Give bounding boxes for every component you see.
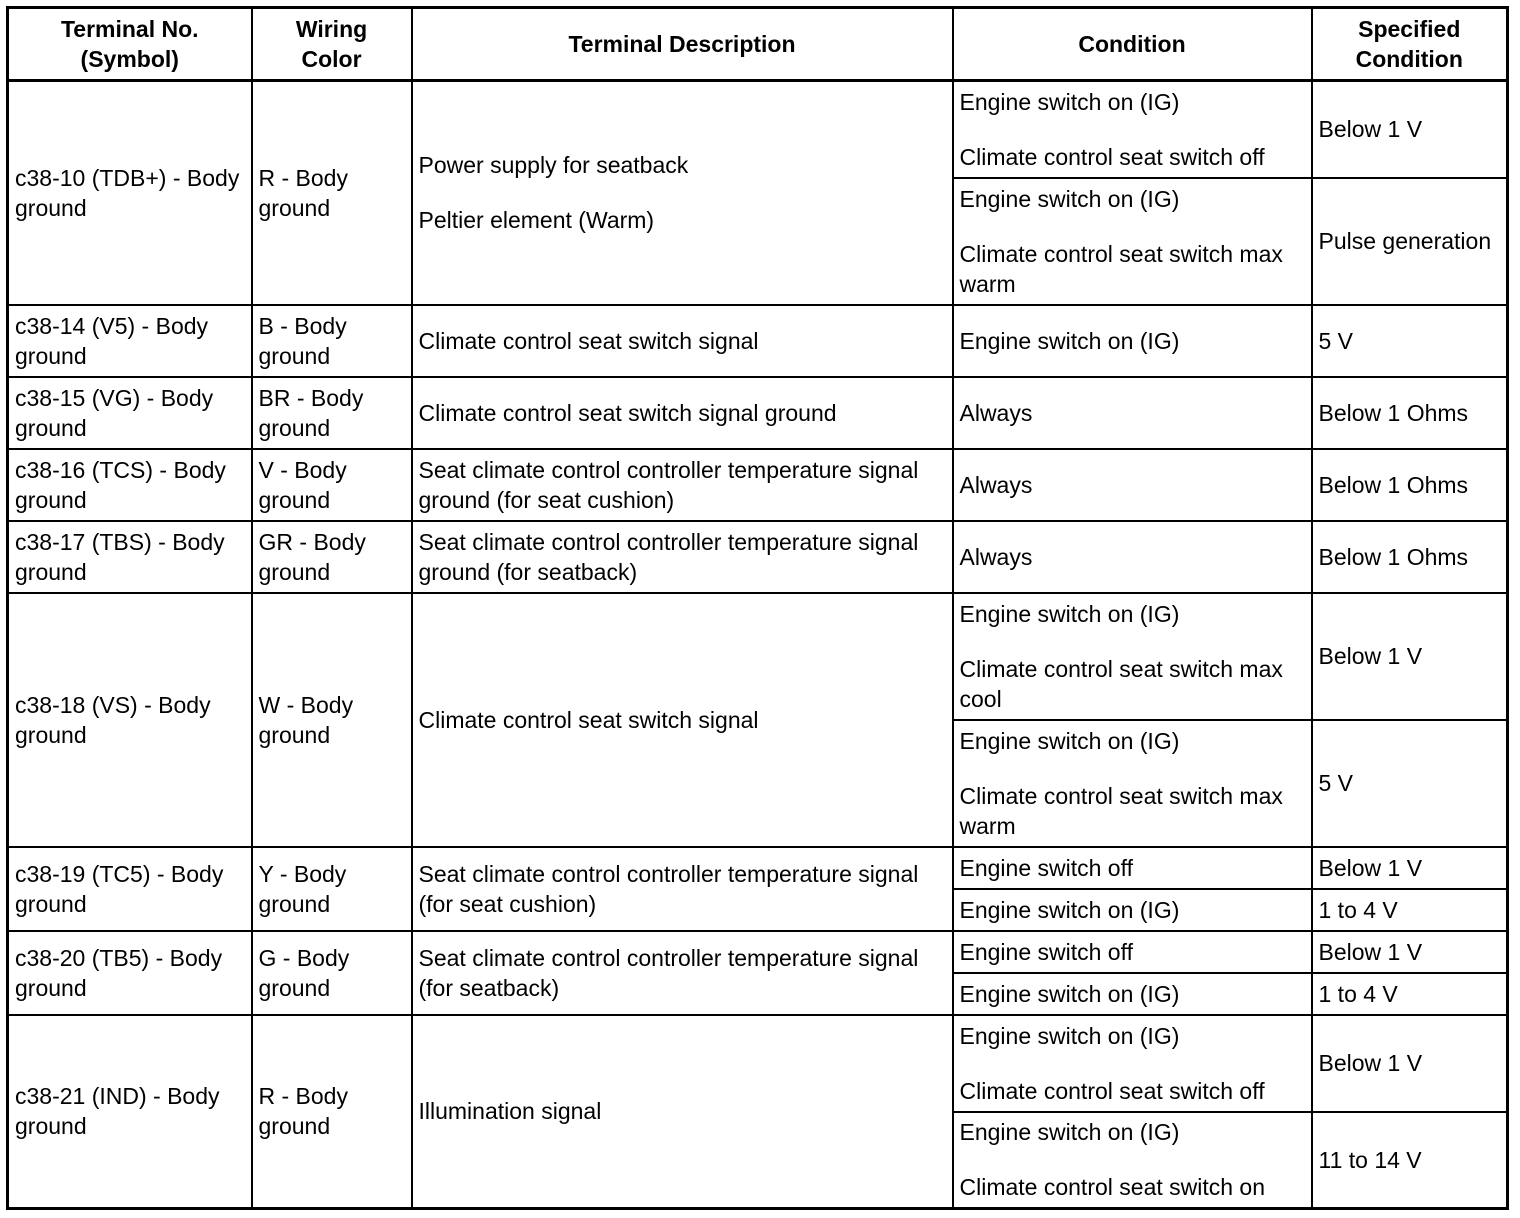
- wiring-cell: G - Body ground: [252, 931, 412, 1015]
- description-cell: [412, 593, 953, 847]
- wiring-cell: GR - Body ground: [252, 521, 412, 593]
- header-terminal: [8, 8, 252, 81]
- description-line: Peltier element (Warm): [418, 207, 655, 234]
- description-cell: [412, 1015, 953, 1209]
- header-condition: Condition: [953, 8, 1312, 81]
- description-line: Seat climate control controller temperature signal ground (for seat cushion): [418, 456, 919, 513]
- header-specified: [1312, 8, 1508, 81]
- header-row: [8, 8, 1508, 81]
- table-row: [8, 847, 1508, 889]
- header-description: Terminal Description: [412, 8, 953, 81]
- condition-cell: [953, 521, 1312, 593]
- header-specified-line: Specified: [1358, 16, 1461, 42]
- header-wiring: [252, 8, 412, 81]
- description-line: Climate control seat switch signal: [418, 327, 759, 354]
- condition-line: Always: [959, 399, 1033, 426]
- description-line: Power supply for seatback: [418, 152, 689, 179]
- condition-cell: [953, 931, 1312, 973]
- condition-line: Engine switch on (IG): [959, 88, 1180, 115]
- terminal-cell: c38-17 (TBS) - Body ground: [8, 521, 252, 593]
- condition-line: Engine switch on (IG): [959, 1119, 1180, 1146]
- specified-cell: Pulse generation: [1312, 178, 1508, 305]
- condition-line: Engine switch on (IG): [959, 600, 1180, 627]
- description-cell: [412, 449, 953, 521]
- wiring-cell: BR - Body ground: [252, 377, 412, 449]
- condition-cell: [953, 847, 1312, 889]
- condition-cell: [953, 1015, 1312, 1112]
- table-body: [8, 81, 1508, 1209]
- specified-cell: Below 1 V: [1312, 1015, 1508, 1112]
- condition-line: Engine switch on (IG): [959, 896, 1180, 923]
- specified-cell: Below 1 V: [1312, 593, 1508, 720]
- description-line: Climate control seat switch signal: [418, 706, 759, 733]
- condition-cell: [953, 377, 1312, 449]
- specified-cell: 5 V: [1312, 305, 1508, 377]
- terminal-cell: c38-19 (TC5) - Body ground: [8, 847, 252, 931]
- condition-line: Engine switch off: [959, 854, 1133, 881]
- table-row: [8, 931, 1508, 973]
- terminal-cell: c38-21 (IND) - Body ground: [8, 1015, 252, 1209]
- description-cell: [412, 521, 953, 593]
- table-row: [8, 593, 1508, 720]
- specified-cell: Below 1 Ohms: [1312, 449, 1508, 521]
- condition-line: Engine switch on (IG): [959, 727, 1180, 754]
- terminal-cell: c38-18 (VS) - Body ground: [8, 593, 252, 847]
- table-row: [8, 521, 1508, 593]
- terminal-cell: c38-10 (TDB+) - Body ground: [8, 81, 252, 305]
- table-row: [8, 1015, 1508, 1112]
- header-specified-line: Condition: [1355, 46, 1463, 72]
- description-line: Climate control seat switch signal ground: [418, 399, 837, 426]
- table-row: [8, 81, 1508, 178]
- condition-cell: [953, 449, 1312, 521]
- terminal-cell: c38-16 (TCS) - Body ground: [8, 449, 252, 521]
- condition-line: Engine switch on (IG): [959, 1022, 1180, 1049]
- wiring-cell: Y - Body ground: [252, 847, 412, 931]
- description-line: Seat climate control controller temperature signal (for seatback): [418, 944, 919, 1001]
- condition-line: Climate control seat switch max warm: [959, 782, 1283, 839]
- header-wiring-line: Color: [301, 46, 362, 72]
- table-row: [8, 377, 1508, 449]
- condition-line: Engine switch on (IG): [959, 980, 1180, 1007]
- condition-cell: [953, 178, 1312, 305]
- condition-line: Engine switch on (IG): [959, 185, 1180, 212]
- table-row: [8, 449, 1508, 521]
- header-wiring-line: Wiring: [295, 16, 368, 42]
- description-cell: [412, 847, 953, 931]
- specified-cell: Below 1 V: [1312, 847, 1508, 889]
- condition-line: Climate control seat switch off: [959, 1077, 1265, 1104]
- specified-cell: Below 1 Ohms: [1312, 377, 1508, 449]
- description-cell: [412, 931, 953, 1015]
- wiring-cell: R - Body ground: [252, 81, 412, 305]
- terminal-table: [6, 6, 1509, 1210]
- condition-cell: [953, 973, 1312, 1015]
- specified-cell: Below 1 Ohms: [1312, 521, 1508, 593]
- terminal-cell: c38-14 (V5) - Body ground: [8, 305, 252, 377]
- description-cell: [412, 81, 953, 305]
- description-line: Illumination signal: [418, 1098, 602, 1125]
- description-cell: [412, 377, 953, 449]
- condition-line: Climate control seat switch max warm: [959, 240, 1283, 297]
- table-row: [8, 305, 1508, 377]
- wiring-cell: W - Body ground: [252, 593, 412, 847]
- condition-line: Engine switch on (IG): [959, 327, 1180, 354]
- condition-cell: [953, 81, 1312, 178]
- wiring-cell: B - Body ground: [252, 305, 412, 377]
- specified-cell: 11 to 14 V: [1312, 1112, 1508, 1209]
- condition-cell: [953, 305, 1312, 377]
- condition-cell: [953, 1112, 1312, 1209]
- condition-cell: [953, 593, 1312, 720]
- condition-cell: [953, 889, 1312, 931]
- wiring-cell: V - Body ground: [252, 449, 412, 521]
- description-line: Seat climate control controller temperature signal (for seat cushion): [418, 860, 919, 917]
- specified-cell: 5 V: [1312, 720, 1508, 847]
- condition-line: Climate control seat switch on: [959, 1174, 1266, 1201]
- condition-cell: [953, 720, 1312, 847]
- terminal-cell: c38-20 (TB5) - Body ground: [8, 931, 252, 1015]
- specified-cell: 1 to 4 V: [1312, 973, 1508, 1015]
- header-terminal-line: (Symbol): [80, 46, 179, 72]
- condition-line: Engine switch off: [959, 938, 1133, 965]
- condition-line: Always: [959, 471, 1033, 498]
- header-terminal-line: Terminal No.: [60, 16, 199, 42]
- specified-cell: Below 1 V: [1312, 81, 1508, 178]
- specified-cell: Below 1 V: [1312, 931, 1508, 973]
- condition-line: Climate control seat switch off: [959, 143, 1265, 170]
- condition-line: Always: [959, 543, 1033, 570]
- terminal-cell: c38-15 (VG) - Body ground: [8, 377, 252, 449]
- wiring-cell: R - Body ground: [252, 1015, 412, 1209]
- condition-line: Climate control seat switch max cool: [959, 655, 1283, 712]
- description-cell: [412, 305, 953, 377]
- description-line: Seat climate control controller temperature signal ground (for seatback): [418, 528, 919, 585]
- specified-cell: 1 to 4 V: [1312, 889, 1508, 931]
